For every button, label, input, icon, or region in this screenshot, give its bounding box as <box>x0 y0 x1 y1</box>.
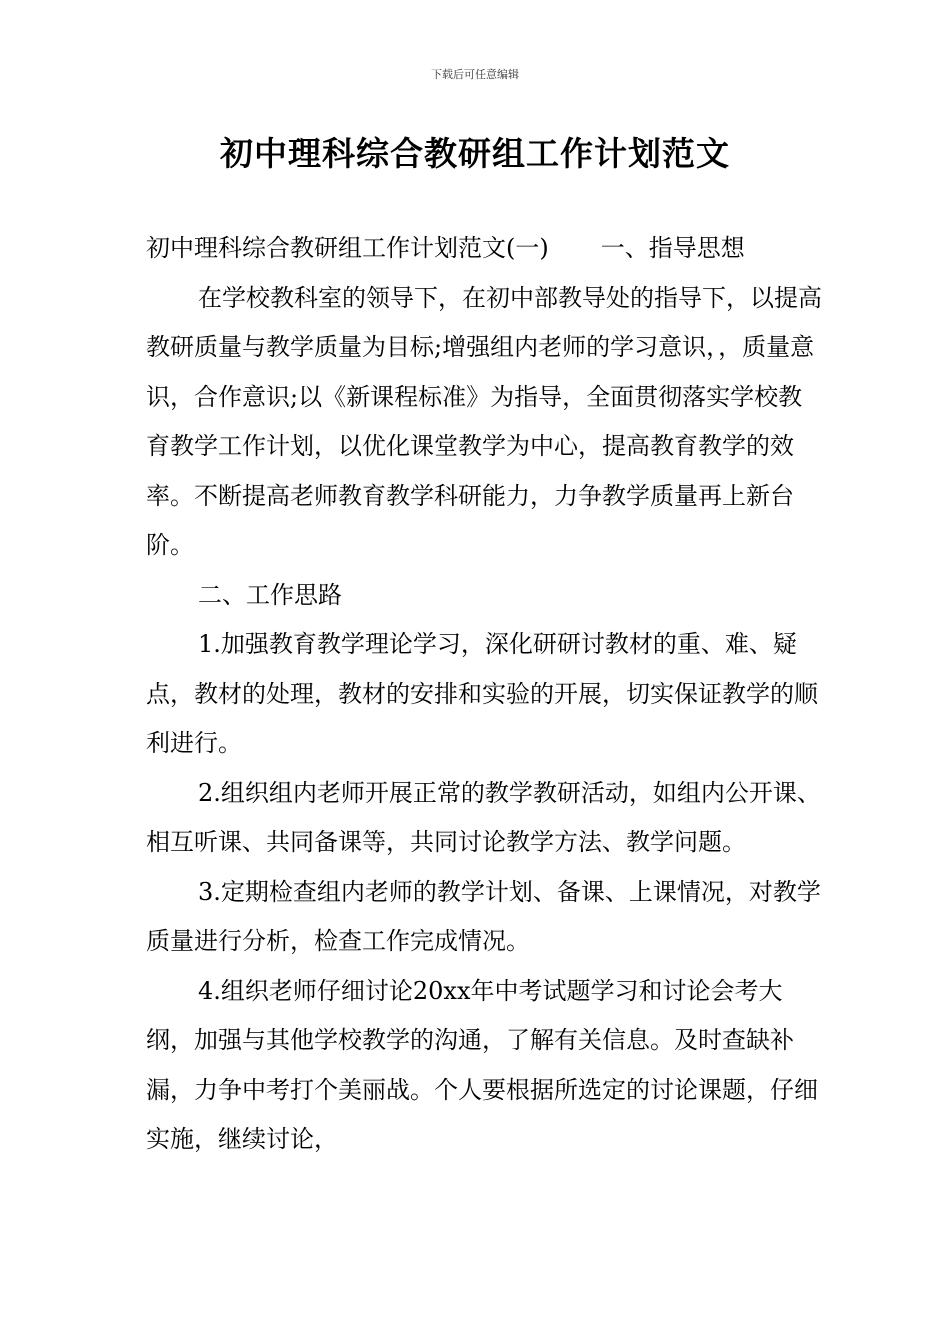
document-subtitle: 初中理科综合教研组工作计划范文(一) <box>146 234 549 262</box>
document-title: 初中理科综合教研组工作计划范文 <box>220 134 730 173</box>
list-item-4: 4.组织老师仔细讨论20xx年中考试题学习和讨论会考大纲，加强与其他学校教学的沟通，了解有关信息。及时查缺补漏，力争中考打个美丽战。个人要根据所选定的讨论课题，仔细实施，继续讨论， <box>146 976 818 1153</box>
section-heading-guiding-thought: 一、指导思想 <box>600 234 745 262</box>
paragraph-guiding-thought: 在学校教科室的领导下，在初中部教导处的指导下，以提高教研质量与教学质量为目标;增强组内老师的学习意识，，质量意识，合作意识;以《新课程标准》为指导，全面贯彻落实学校教育教学工作计划，以优化课堂教学为中心，提高教育教学的效率。不断提高老师教育教学科研能力，力争教学质量再上新台阶。 <box>146 283 822 559</box>
list-item-3: 3.定期检查组内老师的教学计划、备课、上课情况，对教学质量进行分析，检查工作完成情况。 <box>146 877 821 955</box>
list-item-2: 2.组织组内老师开展正常的教学教研活动，如组内公开课、相互听课、共同备课等，共同讨论教学方法、教学问题。 <box>146 778 821 856</box>
document-body <box>146 224 826 1165</box>
list-item-1: 1.加强教育教学理论学习，深化研研讨教材的重、难、疑点，教材的处理，教材的安排和实验的开展，切实保证教学的顺利进行。 <box>146 630 818 757</box>
header-note: 下载后可任意编辑 <box>431 68 519 81</box>
subtitle-line <box>146 224 826 274</box>
section-heading-work-approach: 二、工作思路 <box>198 580 342 609</box>
